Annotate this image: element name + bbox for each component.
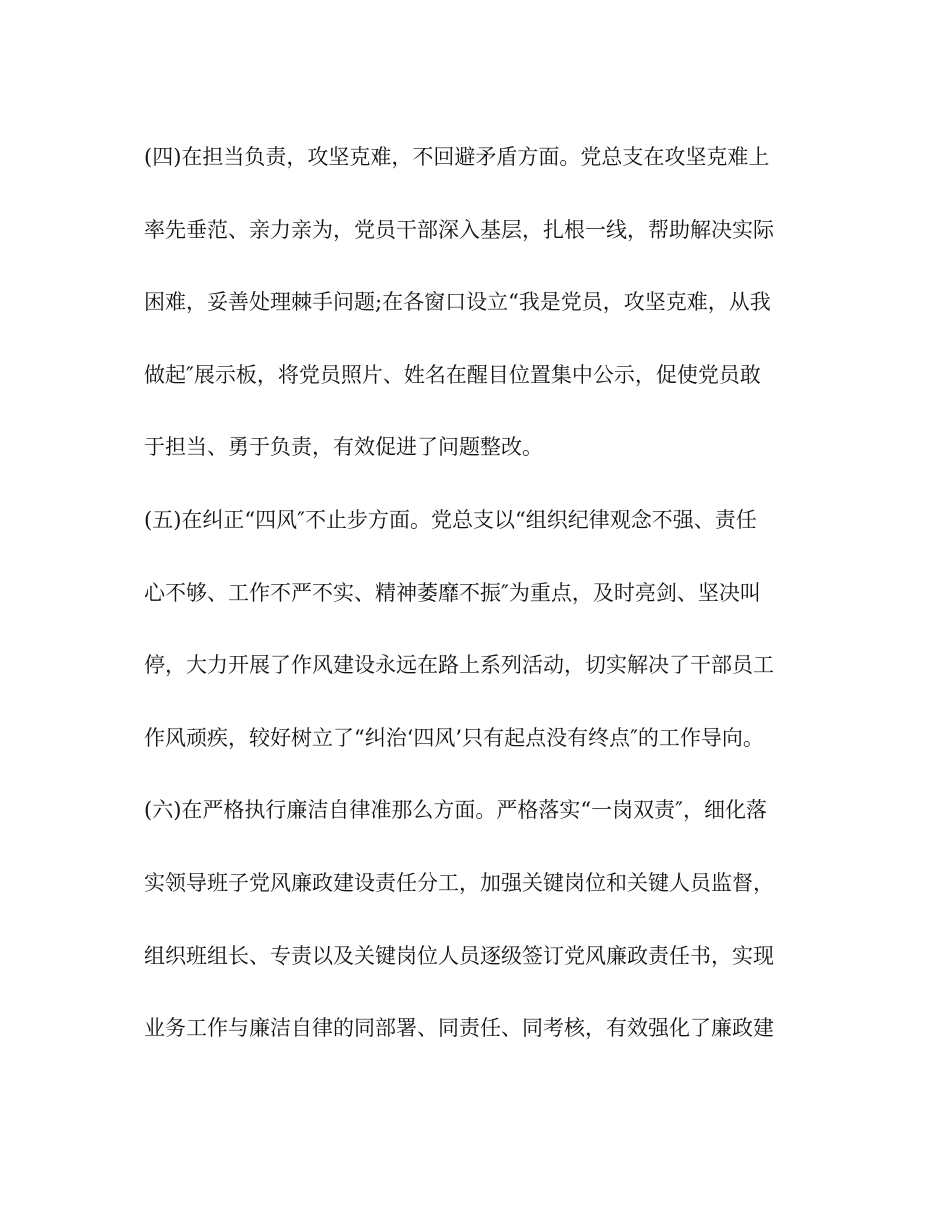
- text-line: (六)在严格执行廉洁自律准那么方面。严格落实“一岗双责″，细化落: [144, 798, 767, 823]
- text-line: 业务工作与廉洁自律的同部署、同责任、同考核，有效强化了廉政建: [144, 1016, 774, 1041]
- document-body: [144, 135, 824, 1079]
- text-line: 组织班组长、专责以及关键岗位人员逐级签订党风廉政责任书，实现: [144, 943, 774, 968]
- text-line: 心不够、工作不严不实、精神萎靡不振″为重点，及时亮剑、坚决叫: [144, 580, 761, 605]
- text-line: 停，大力开展了作风建设永远在路上系列活动，切实解决了干部员工: [144, 653, 774, 678]
- text-line: 做起″展示板，将党员照片、姓名在醒目位置集中公示，促使党员敢: [144, 362, 761, 387]
- text-line: 率先垂范、亲力亲为，党员干部深入基层，扎根一线，帮助解决实际: [144, 217, 774, 242]
- text-line: 困难，妥善处理棘手问题;在各窗口设立“我是党员，攻坚克难，从我: [144, 290, 771, 315]
- text-line: 于担当、勇于负责，有效促进了问题整改。: [144, 435, 543, 460]
- text-line: (四)在担当负责，攻坚克难，不回避矛盾方面。党总支在攻坚克难上: [144, 145, 770, 169]
- text-line: (五)在纠正“四风″不止步方面。党总支以“组织纪律观念不强、责任: [144, 507, 757, 532]
- text-line: 作风顽疾，较好树立了“纠治‘四风’只有起点没有终点″的工作导向。: [144, 725, 764, 750]
- text-line: 实领导班子党风廉政建设责任分工，加强关键岗位和关键人员监督，: [144, 870, 774, 895]
